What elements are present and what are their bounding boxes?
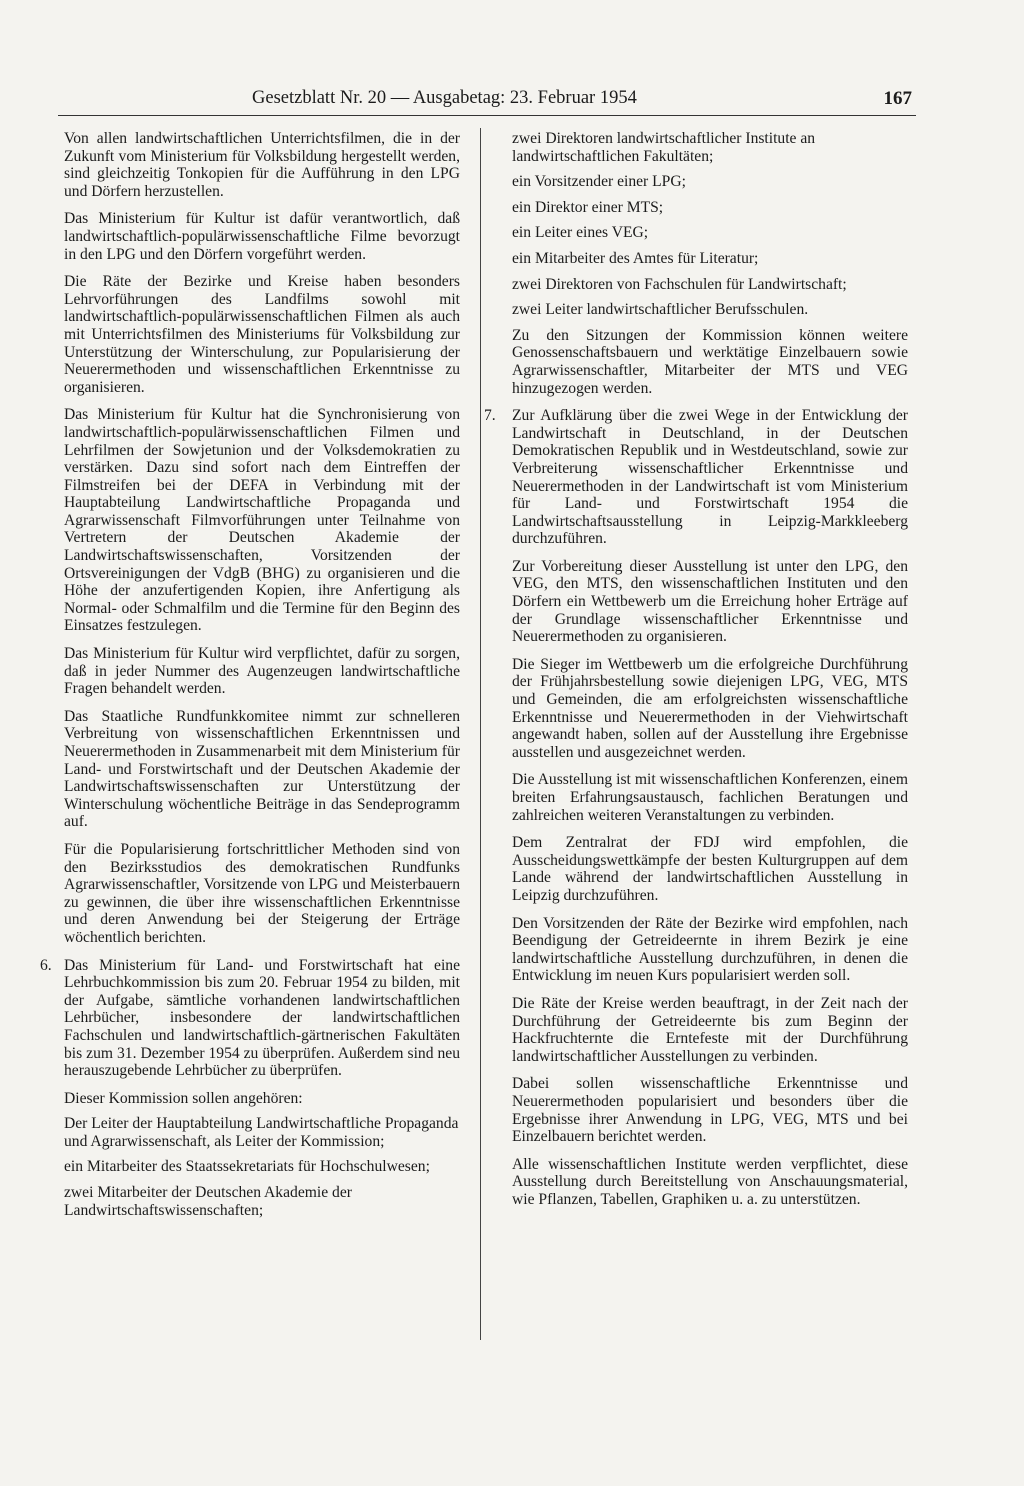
member-entry: zwei Direktoren landwirtschaftlicher Institute an landwirtschaftlichen Fakultäten; (512, 130, 816, 165)
member-entry: zwei Leiter landwirtschaftlicher Berufsschulen. (512, 301, 809, 319)
paragraph: Das Ministerium für Kultur hat die Synchronisierung von landwirtschaftlich-populärwissenschaftlichen Filmen und Lehrfilmen der Sowjetunion und der Volksdemokratien zu verstärken. Dazu sind sofort nach dem Eintreffen der Filmstreifen bei der DEFA in Verbindung mit der Hauptabteilung Landwirtschaftliche Propaganda und Agrarwissenschaft Filmvorführungen unter Teilnahme von Vertretern der Deutschen Akademie der Landwirtschaftswissenschaften, Vorsitzenden der Ortsvereinigungen der VdgB (BHG) zu organisieren und die Höhe der anzufertigenden Kopien, ihre Anfertigung als Normal- oder Schmalfilm und die Termine für den Beginn des Einsatzes festzulegen. (64, 406, 460, 635)
member-entry: ein Direktor einer MTS; (512, 198, 664, 216)
member-entry: zwei Mitarbeiter der Deutschen Akademie der Landwirtschaftswissenschaften; (64, 1184, 352, 1219)
paragraph: Dem Zentralrat der FDJ wird empfohlen, die Ausscheidungswettkämpfe der besten Kulturgruppen auf dem Lande während der landwirtschaftlichen Ausstellung in Leipzig durchzuführen. (512, 834, 908, 904)
item-number: 6. (40, 956, 52, 974)
member-entry: ein Mitarbeiter des Staatssekretariats für Hochschulwesen; (64, 1158, 430, 1176)
right-column (484, 130, 908, 1218)
member-entry: ein Leiter eines VEG; (512, 224, 649, 242)
member-entry: Der Leiter der Hauptabteilung Landwirtschaftliche Propaganda und Agrarwissenschaft, als Leiter der Kommission; (64, 1115, 459, 1150)
member-entry: ein Vorsitzender einer LPG; (512, 173, 686, 191)
numbered-item-7 (484, 407, 908, 548)
member-entry: ein Mitarbeiter des Amtes für Literatur; (512, 249, 759, 267)
column-divider (480, 128, 481, 1340)
paragraph: Das Ministerium für Kultur ist dafür verantwortlich, daß landwirtschaftlich-populärwissenschaftliche Filme bevorzugt in den LPG und den Dörfern vorgeführt werden. (64, 210, 460, 263)
paragraph: Den Vorsitzenden der Räte der Bezirke wird empfohlen, nach Beendigung der Getreideernte in ihrem Bezirk je eine landwirtschaftliche Ausstellung durchzuführen, in denen die Entwicklung im neuen Kurs popularisiert werden soll. (512, 914, 908, 985)
paragraph: Zu den Sitzungen der Kommission können weitere Genossenschaftsbauern und werktätige Einzelbauern sowie Agrarwissenschaftler, Mitarbeiter der MTS und VEG hinzugezogen werden. (512, 326, 908, 397)
header-title: Gesetzblatt Nr. 20 — Ausgabetag: 23. Februar 1954 (252, 88, 637, 108)
paragraph: Die Sieger im Wettbewerb um die erfolgreiche Durchführung der Frühjahrsbestellung sowie diejenigen LPG, VEG, MTS und Gemeinden, die am erfolgreichsten wissenschaftliche Erkenntnisse und Neuerermethoden in der Viehwirtschaft angewandt haben, sollen auf der Ausstellung ihre Ergebnisse ausstellen und ausgezeichnet werden. (512, 655, 908, 761)
item-text: Das Ministerium für Land- und Forstwirtschaft hat eine Lehrbuchkommission bis zum 20. Februar 1954 zu bilden, mit der Aufgabe, sämtliche vorhandenen landwirtschaftlichen Lehrbücher, insbesondere der landwirtschaftlichen Fachschulen und landwirtschaftlich-gärtnerischen Fakultäten bis zum 31. Dezember 1954 zu überprüfen. Außerdem sind neu herauszugebende Lehrbücher zu überprüfen. (64, 956, 460, 1080)
header-rule (58, 115, 916, 116)
paragraph: Dieser Kommission sollen angehören: (64, 1089, 303, 1107)
item-number: 7. (484, 407, 496, 425)
paragraph: Die Räte der Kreise werden beauftragt, in der Zeit nach der Durchführung der Getreideernte bis zum Beginn der Hackfruchternte die Erntefeste mit der Durchführung landwirtschaftlicher Ausstellungen zu verbinden. (512, 994, 908, 1065)
page-header (252, 88, 912, 114)
numbered-item-6 (40, 956, 460, 1080)
paragraph: Das Staatliche Rundfunkkomitee nimmt zur schnelleren Verbreitung von wissenschaftlichen Erkenntnissen und Neuerermethoden in Zusammenarbeit mit dem Ministerium für Land- und Forstwirtschaft und der Deutschen Akademie der Landwirtschaftswissenschaften zur Unterstützung der Winterschulung wöchentliche Beiträge in das Sendeprogramm auf. (64, 707, 460, 831)
paragraph: Die Ausstellung ist mit wissenschaftlichen Konferenzen, einem breiten Erfahrungsaustausch, fachlichen Beratungen und zahlreichen weiteren Veranstaltungen zu verbinden. (512, 771, 908, 824)
paragraph: Das Ministerium für Kultur wird verpflichtet, dafür zu sorgen, daß in jeder Nummer des Augenzeugen landwirtschaftliche Fragen behandelt werden. (64, 645, 460, 698)
member-entry: zwei Direktoren von Fachschulen für Landwirtschaft; (512, 275, 847, 293)
item-text: Zur Aufklärung über die zwei Wege in der Entwicklung der Landwirtschaft in Deutschland, in der Deutschen Demokratischen Republik und in Westdeutschland, sowie zur Verbreiterung wissenschaftlicher Erkenntnisse und Neuerermethoden in der Landwirtschaft ist vom Ministerium für Land- und Forstwirtschaft 1954 die Landwirtschaftsausstellung in Leipzig-Markkleeberg durchzuführen. (512, 407, 908, 548)
page-number: 167 (883, 88, 912, 109)
paragraph: Zur Vorbereitung dieser Ausstellung ist unter den LPG, den VEG, den MTS, den wissenschaftlichen Instituten und den Dörfern ein Wettbewerb um die Erreichung hoher Erträge auf der Grundlage wissenschaftlicher Erkenntnisse und Neuerermethoden zu organisieren. (512, 557, 908, 646)
paragraph: Die Räte der Bezirke und Kreise haben besonders Lehrvorführungen des Landfilms sowohl mit landwirtschaftlich-populärwissenschaftlichen Filmen als auch mit Unterrichtsfilmen des Ministeriums für Volksbildung zur Unterstützung der Winterschulung, zur Popularisierung der Neuerermethoden und wissenschaftlichen Erkenntnisse zu organisieren. (64, 273, 460, 396)
left-column (40, 130, 460, 1227)
paragraph: Alle wissenschaftlichen Institute werden verpflichtet, diese Ausstellung durch Bereitstellung von Anschauungsmaterial, wie Pflanzen, Tabellen, Graphiken u. a. zu unterstützen. (512, 1155, 908, 1208)
paragraph: Dabei sollen wissenschaftliche Erkenntnisse und Neuerermethoden popularisiert und besonders über die Ergebnisse ihrer Anwendung in LPG, VEG, MTS und bei Einzelbauern berichtet werden. (512, 1075, 908, 1146)
paragraph: Für die Popularisierung fortschrittlicher Methoden sind von den Bezirksstudios des demokratischen Rundfunks Agrarwissenschaftler, Vorsitzende von LPG und Meisterbauern zu gewinnen, die über ihre wissenschaftlichen Erkenntnisse und deren Anwendung bei der Steigerung der Erträge wöchentlich berichten. (64, 840, 460, 946)
paragraph: Von allen landwirtschaftlichen Unterrichtsfilmen, die in der Zukunft vom Ministerium für Volksbildung hergestellt werden, sind gleichzeitig Tonkopien für die Aufführung in den LPG und Dörfern herzustellen. (64, 130, 460, 200)
